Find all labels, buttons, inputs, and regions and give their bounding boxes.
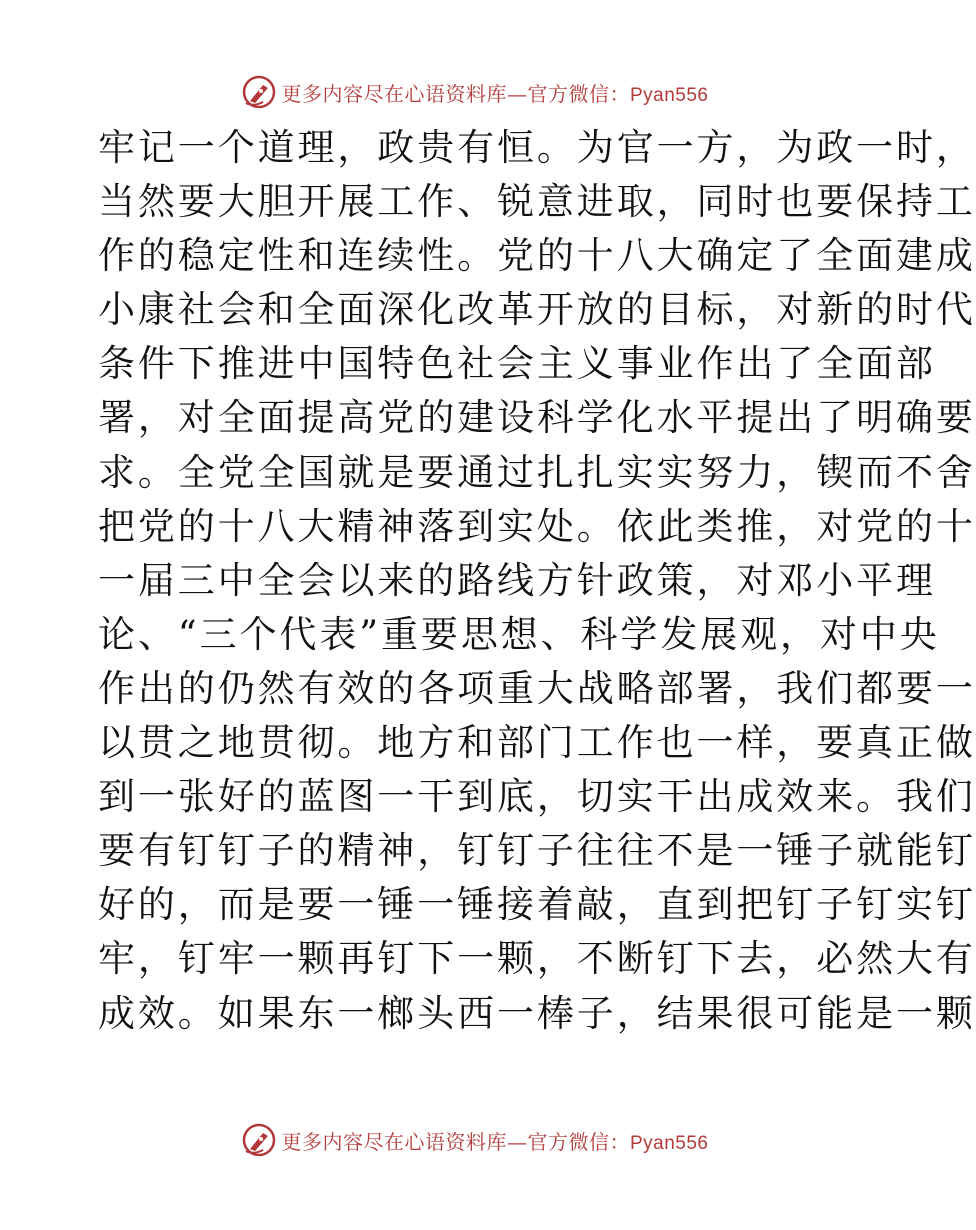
pen-nib-circle-icon: [241, 1122, 277, 1158]
body-line: 要有钉钉子的精神，钉钉子往往不是一锤子就能钉: [98, 829, 976, 873]
header-watermark-id: Pyan556: [629, 84, 709, 106]
body-line: 求。全党全国就是要通过扎扎实实努力，锲而不舍: [98, 450, 976, 494]
body-line: 以贯之地贯彻。地方和部门工作也一样，要真正做: [98, 721, 976, 765]
body-line: 署，对全面提高党的建设科学化水平提出了明确要: [98, 396, 976, 440]
body-line: 到一张好的蓝图一干到底，切实干出成效来。我们: [98, 775, 976, 819]
pen-nib-circle-icon: [241, 74, 277, 110]
body-line: 论、“三个代表”重要思想、科学发展观，对中央: [98, 612, 940, 656]
body-line: 成效。如果东一榔头西一棒子，结果很可能是一颗: [98, 991, 976, 1035]
footer-watermark-cn: 更多内容尽在心语资料库—官方微信：: [281, 1129, 630, 1154]
body-line: 条件下推进中国特色社会主义事业作出了全面部: [98, 342, 936, 386]
footer-watermark-id: Pyan556: [629, 1132, 709, 1154]
document-body: [98, 121, 976, 1041]
body-line: 牢，钉牢一颗再钉下一颗，不断钉下去，必然大有: [98, 937, 976, 981]
body-line: 当然要大胆开展工作、锐意进取，同时也要保持工: [98, 180, 976, 224]
body-line: 好的，而是要一锤一锤接着敲，直到把钉子钉实钉: [98, 883, 976, 927]
body-line: 小康社会和全面深化改革开放的目标，对新的时代: [98, 288, 976, 332]
header-watermark: [0, 72, 950, 112]
header-watermark-text: [281, 78, 708, 107]
body-line: 作的稳定性和连续性。党的十八大确定了全面建成: [98, 234, 976, 278]
footer-watermark: [0, 1120, 950, 1160]
header-watermark-cn: 更多内容尽在心语资料库—官方微信：: [281, 81, 630, 106]
body-line: 把党的十八大精神落到实处。依此类推，对党的十: [98, 504, 976, 548]
body-line: 一届三中全会以来的路线方针政策，对邓小平理: [98, 558, 936, 602]
body-line: 牢记一个道理，政贵有恒。为官一方，为政一时，: [98, 126, 976, 169]
footer-watermark-text: [281, 1126, 708, 1155]
body-line: 作出的仍然有效的各项重大战略部署，我们都要一: [98, 666, 976, 710]
